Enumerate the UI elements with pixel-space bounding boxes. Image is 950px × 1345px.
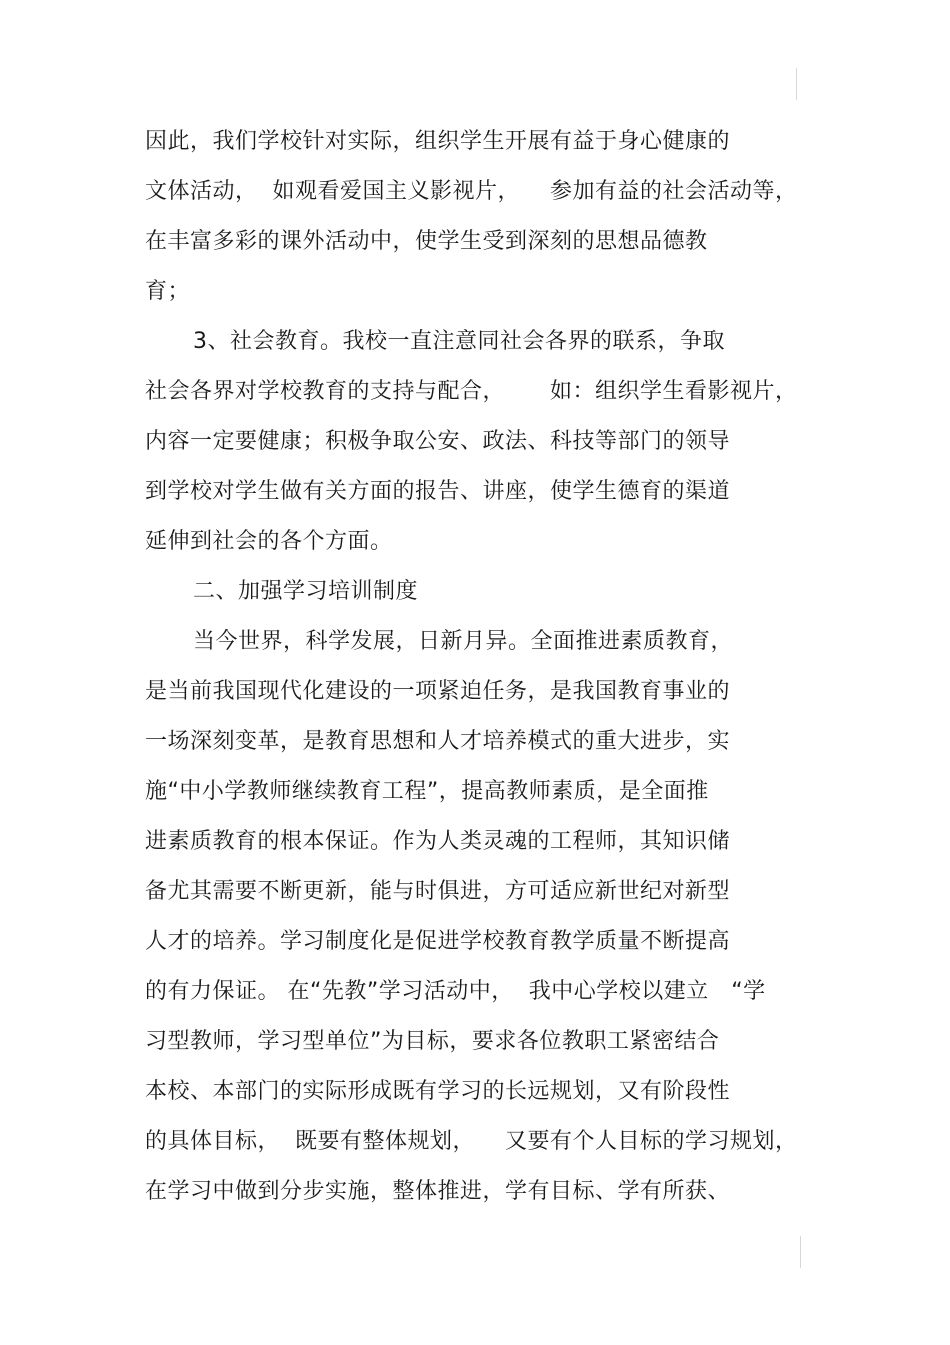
text-line: 在丰富多彩的课外活动中，使学生受到深刻的思想品德教 bbox=[145, 229, 708, 254]
text-line: 备尤其需要不断更新，能与时俱进，方可适应新世纪对新型 bbox=[145, 879, 731, 904]
text-line: 一场深刻变革，是教育思想和人才培养模式的重大进步，实 bbox=[145, 729, 731, 754]
text-line: 进素质教育的根本保证。作为人类灵魂的工程师，其知识储 bbox=[145, 829, 731, 854]
text-line: 当今世界，科学发展，日新月异。全面推进素质教育， bbox=[193, 629, 734, 654]
text-line: 本校、本部门的实际形成既有学习的长远规划，又有阶段性 bbox=[145, 1079, 731, 1104]
text-line: 的具体目标， 既要有整体规划， 又要有个人目标的学习规划， bbox=[145, 1129, 798, 1154]
text-line: 在学习中做到分步实施，整体推进，学有目标、学有所获、 bbox=[145, 1179, 731, 1204]
text-line: 3、社会教育。我校一直注意同社会各界的联系，争取 bbox=[193, 329, 725, 354]
crop-mark-bottom bbox=[800, 1236, 801, 1268]
text-line: 因此，我们学校针对实际，组织学生开展有益于身心健康的 bbox=[145, 129, 731, 154]
text-line: 习型教师，学习型单位”为目标，要求各位教职工紧密结合 bbox=[145, 1029, 720, 1054]
text-line: 的有力保证。 在“先教”学习活动中， 我中心学校以建立 “学 bbox=[145, 979, 766, 1004]
text-line: 社会各界对学校教育的支持与配合， 如：组织学生看影视片， bbox=[145, 379, 798, 404]
text-line: 施“中小学教师继续教育工程”，提高教师素质，是全面推 bbox=[145, 779, 709, 804]
text-line: 延伸到社会的各个方面。 bbox=[145, 529, 393, 554]
text-line: 文体活动， 如观看爱国主义影视片， 参加有益的社会活动等， bbox=[145, 179, 798, 204]
text-line: 内容一定要健康；积极争取公安、政法、科技等部门的领导 bbox=[145, 429, 731, 454]
text-line: 是当前我国现代化建设的一项紧迫任务，是我国教育事业的 bbox=[145, 679, 731, 704]
section-heading: 二、加强学习培训制度 bbox=[193, 579, 419, 604]
text-line: 育； bbox=[145, 279, 191, 304]
text-line: 到学校对学生做有关方面的报告、讲座，使学生德育的渠道 bbox=[145, 479, 731, 504]
text-line: 人才的培养。学习制度化是促进学校教育教学质量不断提高 bbox=[145, 929, 731, 954]
crop-mark-top bbox=[796, 68, 797, 100]
